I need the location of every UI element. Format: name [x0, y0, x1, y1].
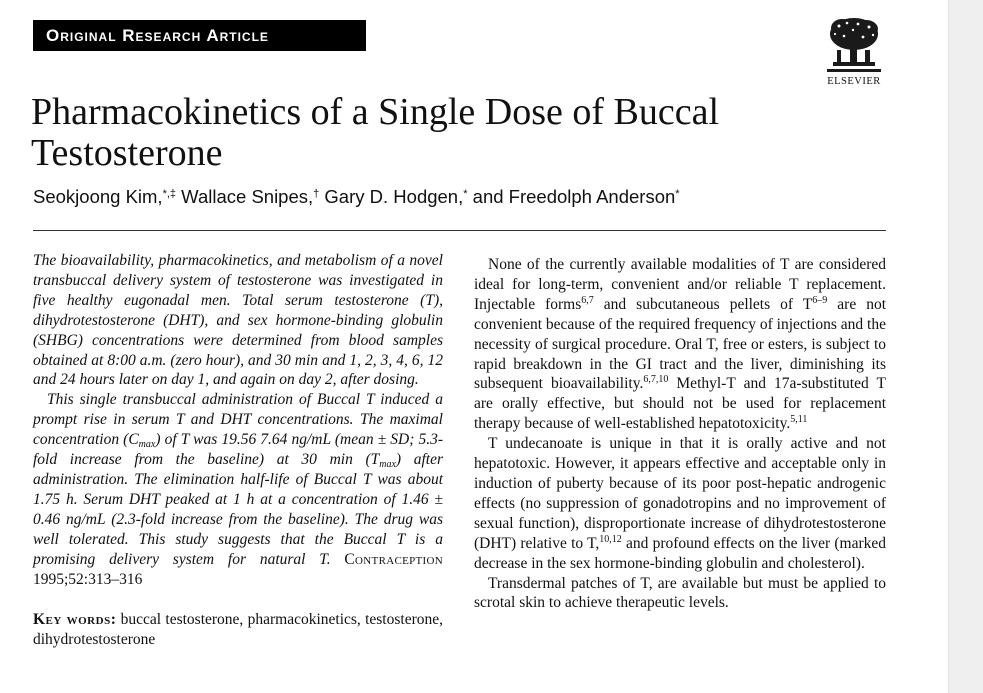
author-name: Seokjoong Kim,	[33, 186, 163, 207]
author-list	[33, 186, 893, 208]
reference-mark: 6,7,10	[643, 374, 669, 386]
abstract-text: ) after administration. The elimination half-life of Buccal T was about 1.75 h. Serum DHT peaked at 1 h at a concentration of 1.46 ± 0.46 ng/mL (2.3-fold increase from the baseline). The drug was well tolerated. This study suggests that the Buccal T is a promising delivery system for natural T.	[33, 451, 444, 568]
keywords-text: buccal testosterone, pharmacokinetics, testosterone, dihydrotestosterone	[33, 611, 443, 649]
author-name: Gary D. Hodgen,	[319, 186, 464, 207]
reference-mark: 6,7	[581, 294, 594, 306]
author-name: Wallace Snipes,	[176, 186, 314, 207]
author-affiliation-mark: *,‡	[162, 188, 177, 200]
body-column	[474, 255, 886, 613]
keywords	[33, 610, 443, 650]
abstract-paragraph-2	[33, 390, 443, 589]
author-affiliation-mark: *	[463, 188, 468, 200]
reference-mark: 5,11	[790, 414, 808, 426]
elsevier-tree-icon	[825, 14, 883, 74]
body-paragraph-3: Transdermal patches of T, are available but must be applied to scrotal skin to achieve therapeutic levels.	[474, 574, 886, 612]
author-affiliation-mark: *	[675, 188, 680, 200]
abstract-text: ) of T was 19.56 7.64 ng/mL (mean ± SD; 5.3-fold increase from the baseline) at 30 min (T	[33, 431, 443, 469]
abstract-paragraph-1: The bioavailability, pharmacokinetics, and metabolism of a novel transbuccal delivery system of testosterone was investigated in five healthy eugonadal men. Total serum testosterone (T), dihydrotestosterone (DHT), and sex hormone-binding globulin (SHBG) concentrations were determined from blood samples obtained at 8:00 a.m. (zero hour), and 30 min and 1, 2, 3, 4, 6, 12 and 24 hours later on day 1, and again on day 2, after dosing.	[33, 252, 443, 389]
body-text: and profound effects on the liver (marked decrease in the sex hormone-binding globulin and cholesterol).	[474, 534, 887, 572]
body-paragraph-2	[474, 434, 886, 573]
author-name: and Freedolph Anderson	[467, 186, 676, 207]
body-text: T undecanoate is unique in that it is orally active and not hepatotoxic. However, it appears effective and acceptable only in induction of puberty because of its poor post-hepatic androgenic effects (no suppression of gonadotropins and no improvement of sexual function), disproportionate increase of dihydrotestosterone (DHT) relative to T,	[474, 435, 886, 552]
author-affiliation-mark: †	[313, 188, 320, 200]
citation-details: 1995;52:313–316	[33, 570, 143, 588]
page-title: Pharmacokinetics of a Single Dose of Buccal Testosterone	[31, 91, 720, 174]
keywords-label: Key words:	[33, 611, 117, 629]
tmax-subscript: max	[379, 459, 396, 471]
scrollbar-track[interactable]	[948, 0, 983, 693]
body-text: Methyl-T and 17a-substituted T are orally effective, but should not be used for replacement therapy because of well-established hepatotoxicity.	[474, 375, 886, 433]
abstract-column	[33, 251, 443, 650]
citation-journal: Contraception	[344, 550, 443, 568]
publisher-name: ELSEVIER	[827, 76, 881, 87]
body-text: and subcutaneous pellets of T	[593, 295, 813, 313]
article-type-label: Original Research Article	[33, 20, 366, 51]
elsevier-logo	[820, 14, 888, 90]
cmax-subscript: max	[138, 439, 156, 451]
header-divider	[33, 230, 886, 231]
body-text: are not convenient because of the required frequency of injections and the necessity of surgical procedure. Oral T, free or esters, is subject to rapid breakdown in the GI tract and the liver, diminishing its subsequent bioavailability.	[474, 295, 887, 393]
reference-mark: 10,12	[599, 533, 622, 545]
abstract-text: This single transbuccal administration of Buccal T induced a prompt rise in serum T and DHT concentrations. The maximal concentration (C	[33, 391, 443, 449]
body-text: None of the currently available modalities of T are considered ideal for long-term, convenient and/or reliable T replacement. Injectable forms	[474, 256, 886, 313]
body-paragraph-1	[474, 255, 886, 434]
reference-mark: 6–9	[812, 294, 828, 306]
